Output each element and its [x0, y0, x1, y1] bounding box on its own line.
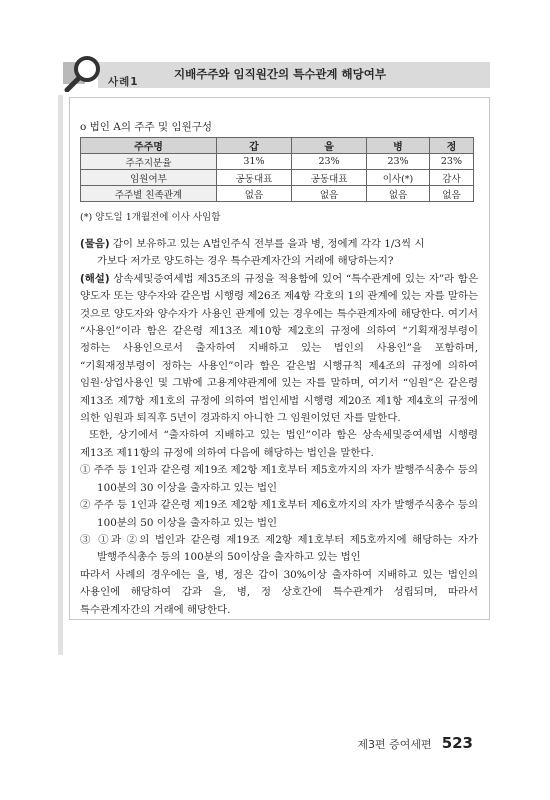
- page-number: 523: [441, 734, 473, 752]
- shareholder-table: [80, 137, 474, 202]
- intro-text: o 법인 A의 주주 및 임원구성: [80, 121, 213, 133]
- table-header: 주주명: [81, 138, 217, 154]
- answer-para1: 상속세및증여세법 제35조의 규정을 적용함에 있어 “특수관계에 있는 자”라 함은 양도자 또는 양수자와 같은법 시행령 제26조 제4항 각호의 1의 관계에 있는 자를 말하는 것으로 양도자와 양수자가 사용인 관계에 있는 경우에는 특수관계자에 해당한다. 여기서 “사용인”이라 함은 같은령 제13조 제10항 제2호의 규정에 의하여 “기획재정부령이 정하는 사용인으로서 출자하여 지배하고 있는 법인의 사용인”을 포함하며, “기획재정부령이 정하는 사용인”이라 함은 같은법 시행규칙 제4조의 규정에 의하여 임원·상업사용인 및 그밖에 고용계약관계에 있는 자를 말하며, 여기서 “임원”은 같은령 제13조 제7항 제1호의 규정에 의하여 법인세법 시행령 제20조 제1항 제4호의 규정에 의한 임원과 퇴직후 5년이 경과하지 아니한 그 임원이었던 자를 말한다.: [80, 272, 478, 425]
- table-cell: 없음: [429, 186, 473, 202]
- answer-para2: 또한, 상기에서 “출자하여 지배하고 있는 법인”이라 함은 상속세및증여세법 시행령 제13조 제11항의 규정에 의하여 다음에 해당하는 법인을 말한다.: [80, 429, 478, 459]
- answer-tag: (해설): [80, 272, 110, 285]
- table-cell: 감사: [429, 170, 473, 186]
- table-cell: 23%: [429, 154, 473, 170]
- table-row: [81, 170, 474, 186]
- table-cell: 이사(*): [367, 170, 430, 186]
- page-footer: [357, 734, 473, 752]
- list-item: ② 주주 등 1인과 같은령 제19조 제2항 제1호부터 제6호까지의 자가 발행주식총수 등의 100분의 50 이상을 출자하고 있는 법인: [80, 499, 478, 529]
- question-paragraph: [80, 236, 478, 253]
- left-margin-bar: [58, 95, 63, 655]
- answer-paragraph: [80, 271, 478, 428]
- table-cell: 주주별 친족관계: [81, 186, 217, 202]
- table-header: 정: [429, 138, 473, 154]
- table-cell: 임원여부: [81, 170, 217, 186]
- case-title: 지배주주와 임직원간의 특수관계 해당여부: [174, 67, 386, 81]
- table-cell: 23%: [367, 154, 430, 170]
- table-cell: 주주지분율: [81, 154, 217, 170]
- table-row: [81, 154, 474, 170]
- question-line2: 가보다 저가로 양도하는 경우 특수관계자간의 거래에 해당하는지?: [97, 255, 394, 268]
- table-footnote: (*) 양도일 1개월전에 이사 사임함: [80, 212, 221, 223]
- table-header: 병: [367, 138, 430, 154]
- magnifier-icon: [63, 52, 107, 92]
- table-header-row: [81, 138, 474, 154]
- table-cell: 없음: [367, 186, 430, 202]
- list-item: ① 주주 등 1인과 같은령 제19조 제2항 제1호부터 제5호까지의 자가 발행주식총수 등의 100분의 30 이상을 출자하고 있는 법인: [80, 464, 478, 494]
- table-cell: 공동대표: [216, 170, 291, 186]
- question-tag: (물음): [80, 238, 110, 250]
- case-body: [80, 236, 478, 619]
- footer-section: 제3편 증여세편: [357, 738, 432, 751]
- table-cell: 없음: [216, 186, 291, 202]
- case-label: 사례1: [108, 76, 139, 88]
- question-line1: 갑이 보유하고 있는 A법인주식 전부를 을과 병, 정에게 각각 1/3씩 시: [109, 238, 425, 250]
- table-cell: 23%: [292, 154, 367, 170]
- list-item: ③ ①과 ②의 법인과 같은령 제19조 제2항 제1호부터 제5호까지에 해당하는 자가 발행주식총수 등의 100분의 50이상을 출자하고 있는 법인: [80, 533, 478, 564]
- table-cell: 공동대표: [292, 170, 367, 186]
- table-header: 갑: [216, 138, 291, 154]
- table-row: [81, 186, 474, 202]
- table-cell: 31%: [216, 154, 291, 170]
- table-cell: 없음: [292, 186, 367, 202]
- table-header: 을: [292, 138, 367, 154]
- answer-conclusion: 따라서 사례의 경우에는 을, 병, 정은 갑이 30%이상 출자하여 지배하고 있는 법인의 사용인에 해당하여 갑과 을, 병, 정 상호간에 특수관계가 성립되며, 따라서 특수관계자간의 거래에 해당한다.: [80, 568, 478, 616]
